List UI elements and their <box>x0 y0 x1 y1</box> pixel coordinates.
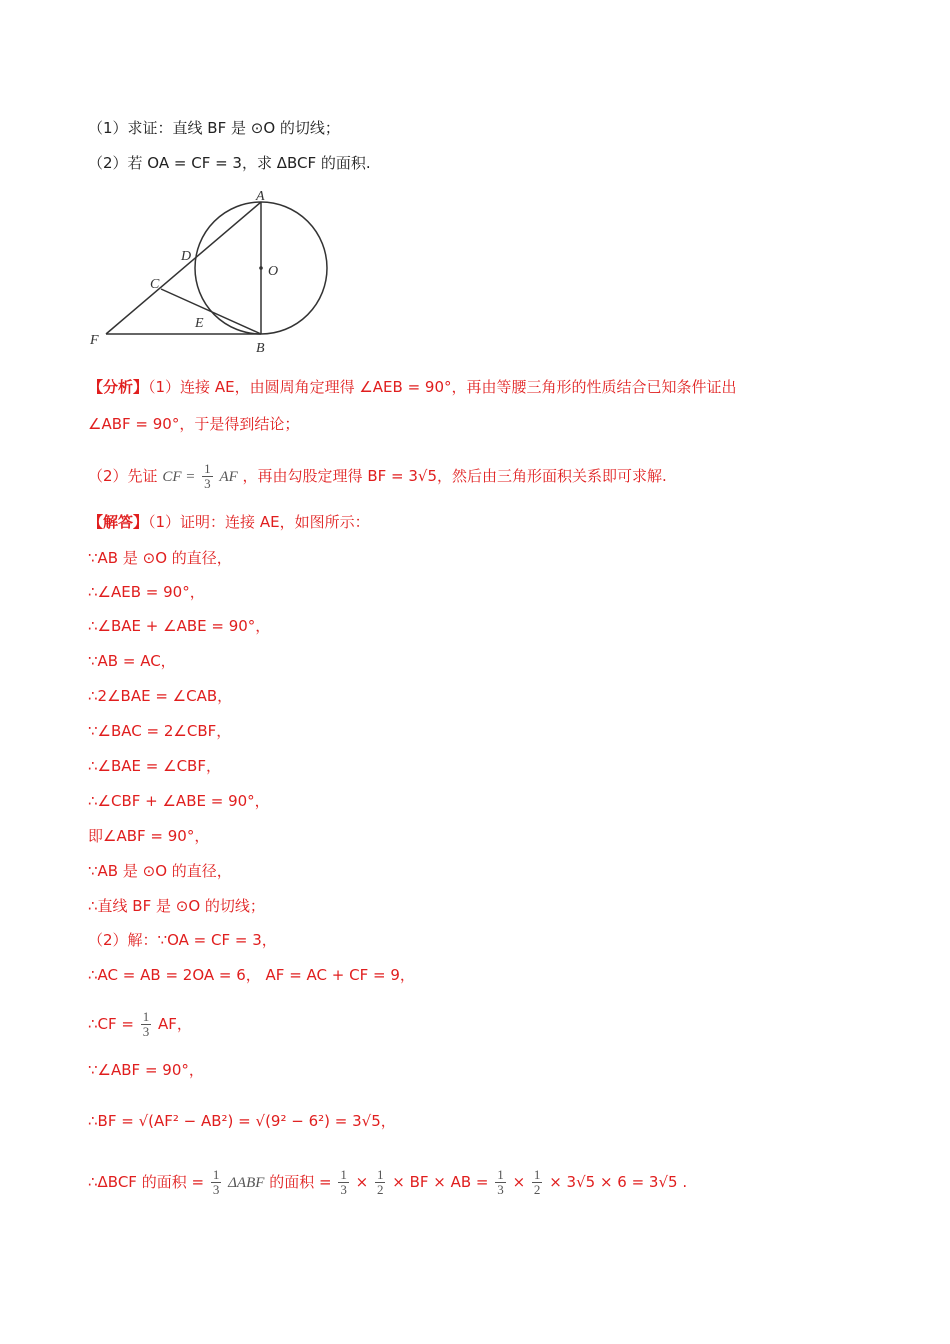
label-d: D <box>181 249 192 264</box>
fraction-numerator: 1 <box>340 1167 347 1182</box>
label-b: B <box>256 341 265 356</box>
analysis-step2-post: ，再由勾股定理得 BF = 3√5，然后由三角形面积关系即可求解. <box>242 467 667 485</box>
analysis-line-1 <box>88 377 737 397</box>
solution-step: ∵AB = AC， <box>88 652 176 670</box>
area-pre: ∴ΔBCF 的面积 <box>88 1173 187 1191</box>
area-fraction-2 <box>338 1168 349 1197</box>
analysis-fraction <box>202 462 213 491</box>
fraction-denominator: 2 <box>376 1182 384 1197</box>
solution-cf-line <box>88 1010 192 1039</box>
center-o-point <box>259 266 263 270</box>
solution-head <box>88 512 370 532</box>
solution-bf-line: ∴BF = √(AF² − AB²) = √(9² − 6²) = 3√5， <box>88 1112 396 1130</box>
solution-step: 即∠ABF = 90°， <box>88 827 210 845</box>
question-1: （1）求证：直线 BF 是 ⊙O 的切线； <box>88 119 340 137</box>
area-abf: ΔABF <box>228 1175 265 1191</box>
solution-step: ∴∠BAE = ∠CBF， <box>88 757 221 775</box>
solution-step: ∴∠CBF + ∠ABE = 90°， <box>88 792 270 810</box>
cf-fraction <box>141 1010 152 1039</box>
area-times-1: × <box>355 1173 369 1191</box>
segment-fa <box>106 202 261 334</box>
analysis-af: AF <box>219 469 238 485</box>
analysis-cf-expr: CF = <box>162 469 196 485</box>
label-f: F <box>90 333 99 348</box>
label-c: C <box>150 277 160 292</box>
label-a: A <box>256 189 265 204</box>
area-fraction-1 <box>211 1168 222 1197</box>
segment-cb <box>161 289 261 334</box>
solution-step: ∵AB 是 ⊙O 的直径， <box>88 549 232 567</box>
solution-step: ∵∠BAC = 2∠CBF， <box>88 722 232 740</box>
fraction-numerator: 1 <box>212 1167 220 1182</box>
fraction-denominator: 3 <box>142 1024 150 1039</box>
solution-angle-line: ∵∠ABF = 90°， <box>88 1061 204 1079</box>
fraction-numerator: 1 <box>142 1009 150 1024</box>
area-rest-2: × 3√5 × 6 = 3√5 <box>549 1173 678 1191</box>
solution-step: ∵AB 是 ⊙O 的直径， <box>88 862 232 880</box>
solution-step: ∴∠BAE + ∠ABE = 90°， <box>88 617 271 635</box>
area-rest-1: × BF × AB = <box>392 1173 489 1191</box>
area-times-2: × <box>512 1173 526 1191</box>
fraction-denominator: 3 <box>340 1182 347 1197</box>
geometry-figure <box>84 186 344 356</box>
solution-step: ∴AC = AB = 2OA = 6， AF = AC + CF = 9， <box>88 966 415 984</box>
solution-step: ∴∠AEB = 90°， <box>88 583 205 601</box>
fraction-numerator: 1 <box>376 1167 384 1182</box>
solution-step: （2）解：∵OA = CF = 3， <box>88 931 277 949</box>
analysis-text-1: （1）连接 AE，由圆周角定理得 ∠AEB = 90°，再由等腰三角形的性质结合已知条件证出 <box>148 378 737 396</box>
cf-post: AF， <box>158 1015 192 1033</box>
solution-step: ∴2∠BAE = ∠CAB， <box>88 687 233 705</box>
question-2: （2）若 OA = CF = 3，求 ΔBCF 的面积. <box>88 154 371 172</box>
area-fraction-5 <box>532 1168 543 1197</box>
fraction-denominator: 2 <box>533 1182 541 1197</box>
area-mid: 的面积 <box>269 1173 315 1191</box>
analysis-step2-pre: （2）先证 <box>88 467 158 485</box>
fraction-numerator: 1 <box>533 1167 541 1182</box>
solution-step: ∴直线 BF 是 ⊙O 的切线； <box>88 897 265 915</box>
fraction-numerator: 1 <box>204 461 211 476</box>
solution-head-text: （1）证明：连接 AE，如图所示： <box>148 513 370 531</box>
solution-area-line <box>88 1168 687 1197</box>
label-e: E <box>195 316 204 331</box>
label-o: O <box>268 264 279 279</box>
fraction-numerator: 1 <box>497 1167 504 1182</box>
fraction-denominator: 3 <box>212 1182 220 1197</box>
analysis-line-2: ∠ABF = 90°，于是得到结论； <box>88 415 300 433</box>
analysis-tag: 【分析】 <box>88 378 149 396</box>
area-end: . <box>682 1173 688 1191</box>
fraction-denominator: 3 <box>204 476 211 491</box>
area-fraction-3 <box>375 1168 386 1197</box>
analysis-line-3 <box>88 462 667 491</box>
solution-tag: 【解答】 <box>88 513 149 531</box>
fraction-denominator: 3 <box>497 1182 504 1197</box>
area-eq1: = <box>191 1173 209 1191</box>
area-eq2: = <box>318 1173 337 1191</box>
cf-pre: ∴CF = <box>88 1015 134 1033</box>
area-fraction-4 <box>495 1168 506 1197</box>
